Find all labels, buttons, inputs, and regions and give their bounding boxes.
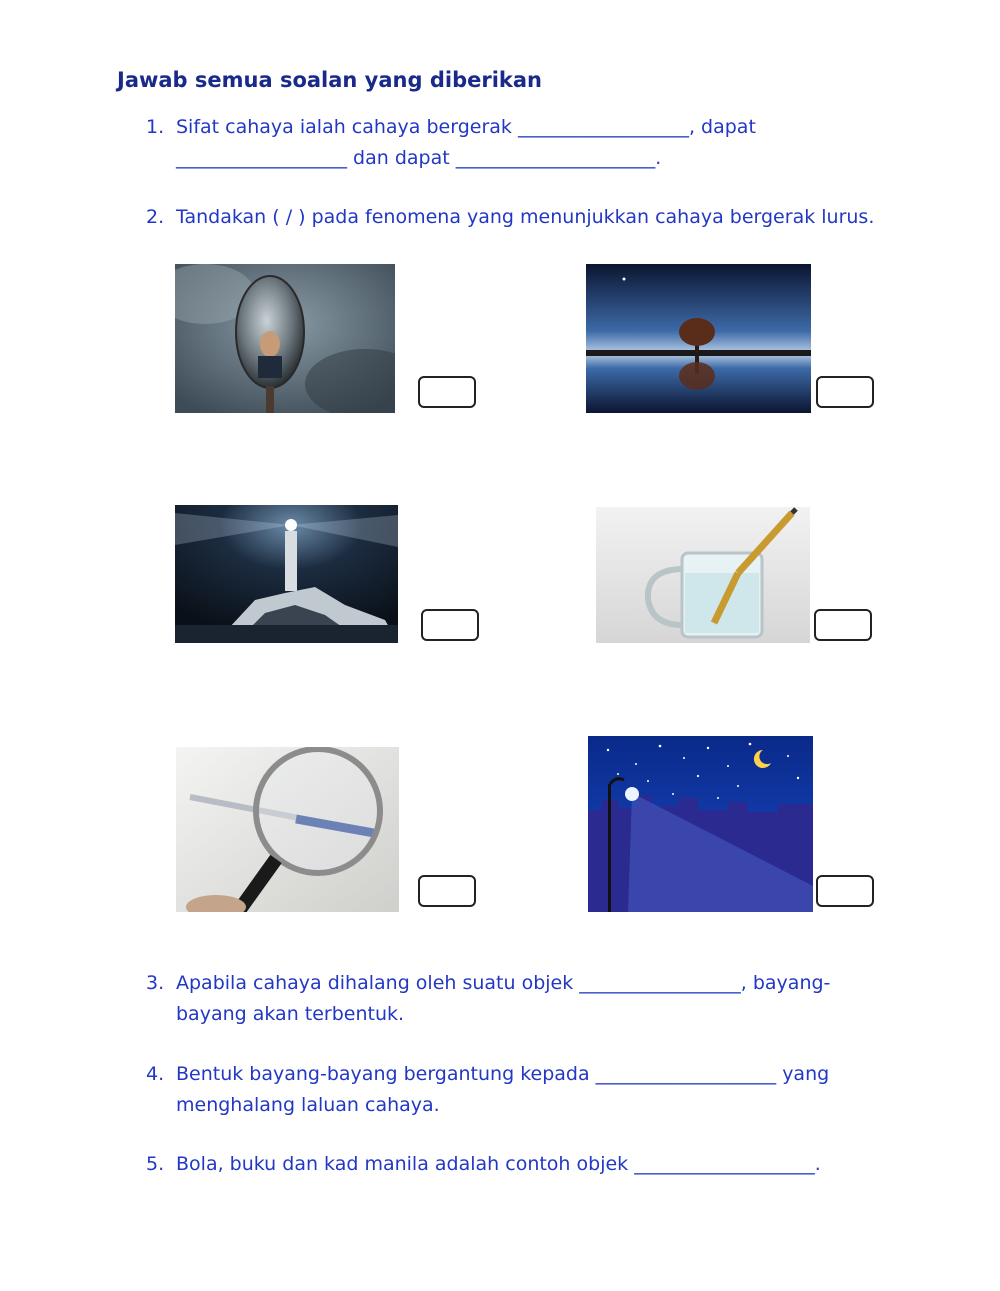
answer-checkbox-3[interactable] — [421, 609, 479, 641]
pencil-in-water-glass-image — [596, 507, 810, 643]
question-text-line1: Apabila cahaya dihalang oleh suatu objek _________________, bayang- — [176, 972, 831, 994]
lighthouse-beam-image — [175, 505, 398, 643]
tree-lake-reflection-image — [586, 264, 811, 413]
question-3 — [146, 968, 831, 1030]
question-text-line1: Tandakan ( / ) pada fenomena yang menunjukkan cahaya bergerak lurus. — [176, 206, 875, 228]
question-text-line2: __________________ dan dapat _____________________. — [176, 147, 662, 169]
answer-checkbox-4[interactable] — [814, 609, 872, 641]
question-1 — [146, 112, 756, 174]
question-text-line1: Sifat cahaya ialah cahaya bergerak __________________, dapat — [176, 116, 756, 138]
question-text-line2: menghalang laluan cahaya. — [176, 1094, 440, 1116]
question-number: 4. — [146, 1063, 165, 1085]
question-number: 1. — [146, 116, 165, 138]
question-2 — [146, 202, 875, 233]
answer-checkbox-6[interactable] — [816, 875, 874, 907]
magnifying-glass-pen-image — [176, 747, 399, 912]
answer-checkbox-5[interactable] — [418, 875, 476, 907]
answer-checkbox-1[interactable] — [418, 376, 476, 408]
question-number: 2. — [146, 206, 165, 228]
answer-checkbox-2[interactable] — [816, 376, 874, 408]
question-text-line2: bayang akan terbentuk. — [176, 1003, 405, 1025]
question-number: 5. — [146, 1153, 165, 1175]
street-lamp-night-image — [588, 736, 813, 912]
question-number: 3. — [146, 972, 165, 994]
page-title: Jawab semua soalan yang diberikan — [117, 68, 542, 92]
spoon-reflection-image — [175, 264, 395, 413]
question-text-line1: Bentuk bayang-bayang bergantung kepada ___________________ yang — [176, 1063, 830, 1085]
question-text-line1: Bola, buku dan kad manila adalah contoh objek ___________________. — [176, 1153, 821, 1175]
question-4 — [146, 1059, 830, 1121]
question-5 — [146, 1149, 821, 1180]
